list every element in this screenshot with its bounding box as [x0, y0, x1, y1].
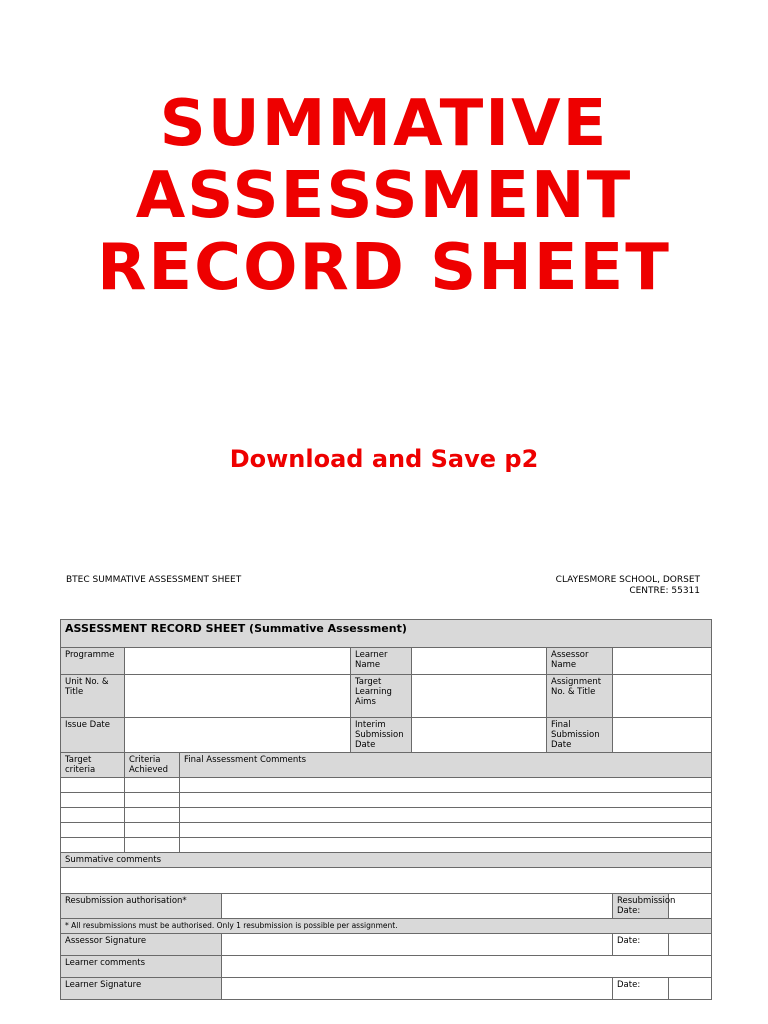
- sheet-header-right: [556, 575, 700, 597]
- resubmission-auth-field[interactable]: [222, 894, 613, 919]
- criteria-cell[interactable]: [61, 823, 125, 838]
- learner-signature-field[interactable]: [222, 978, 613, 1000]
- criteria-cell[interactable]: [61, 838, 125, 853]
- learner-date-label: Date:: [613, 978, 669, 1000]
- table-title: ASSESSMENT RECORD SHEET (Summative Assessment): [61, 620, 712, 648]
- assessor-signature-label: Assessor Signature: [61, 934, 222, 956]
- criteria-cell[interactable]: [61, 793, 125, 808]
- learner-name-label: Learner Name: [351, 648, 412, 675]
- comment-cell[interactable]: [180, 808, 712, 823]
- final-date-field[interactable]: [613, 718, 712, 753]
- title-line: SUMMATIVE: [159, 87, 609, 161]
- learner-comments-field[interactable]: [222, 956, 712, 978]
- resubmission-footnote: * All resubmissions must be authorised. Only 1 resubmission is possible per assignment.: [61, 919, 712, 934]
- assessor-name-field[interactable]: [613, 648, 712, 675]
- summative-comments-label: Summative comments: [61, 853, 712, 868]
- title-line: RECORD SHEET: [97, 231, 671, 305]
- learner-signature-label: Learner Signature: [61, 978, 222, 1000]
- unit-title-field[interactable]: [125, 675, 351, 718]
- school-name: CLAYESMORE SCHOOL, DORSET: [555, 575, 700, 585]
- final-date-label: Final Submission Date: [547, 718, 613, 753]
- interim-date-field[interactable]: [412, 718, 547, 753]
- achieved-cell[interactable]: [125, 823, 180, 838]
- criteria-cell[interactable]: [61, 808, 125, 823]
- resubmission-auth-label: Resubmission authorisation*: [61, 894, 222, 919]
- comment-cell[interactable]: [180, 778, 712, 793]
- unit-title-label: Unit No. & Title: [61, 675, 125, 718]
- sheet-header-left: BTEC SUMMATIVE ASSESSMENT SHEET: [66, 575, 242, 585]
- download-subtitle: Download and Save p2: [229, 445, 539, 473]
- title-line: ASSESSMENT: [135, 159, 633, 233]
- resubmission-date-label: Resubmission Date:: [613, 894, 669, 919]
- assessor-date-field[interactable]: [669, 934, 712, 956]
- comment-cell[interactable]: [180, 823, 712, 838]
- criteria-cell[interactable]: [61, 778, 125, 793]
- final-comments-header: Final Assessment Comments: [180, 753, 712, 778]
- issue-date-field[interactable]: [125, 718, 351, 753]
- assessor-signature-field[interactable]: [222, 934, 613, 956]
- programme-label: Programme: [61, 648, 125, 675]
- achieved-cell[interactable]: [125, 793, 180, 808]
- learner-name-field[interactable]: [412, 648, 547, 675]
- interim-date-label: Interim Submission Date: [351, 718, 412, 753]
- assessment-record-table: [60, 619, 712, 1000]
- learner-date-field[interactable]: [669, 978, 712, 1000]
- document-title: [0, 88, 768, 304]
- comment-cell[interactable]: [180, 793, 712, 808]
- achieved-cell[interactable]: [125, 778, 180, 793]
- issue-date-label: Issue Date: [61, 718, 125, 753]
- achieved-cell[interactable]: [125, 808, 180, 823]
- assessor-date-label: Date:: [613, 934, 669, 956]
- target-criteria-header: Target criteria: [61, 753, 125, 778]
- programme-field[interactable]: [125, 648, 351, 675]
- target-aims-label: Target Learning Aims: [351, 675, 412, 718]
- achieved-cell[interactable]: [125, 838, 180, 853]
- assignment-title-field[interactable]: [613, 675, 712, 718]
- summative-comments-field[interactable]: [61, 868, 712, 894]
- assessor-name-label: Assessor Name: [547, 648, 613, 675]
- criteria-achieved-header: Criteria Achieved: [125, 753, 180, 778]
- learner-comments-label: Learner comments: [61, 956, 222, 978]
- centre-number: CENTRE: 55311: [629, 586, 700, 596]
- assignment-title-label: Assignment No. & Title: [547, 675, 613, 718]
- target-aims-field[interactable]: [412, 675, 547, 718]
- comment-cell[interactable]: [180, 838, 712, 853]
